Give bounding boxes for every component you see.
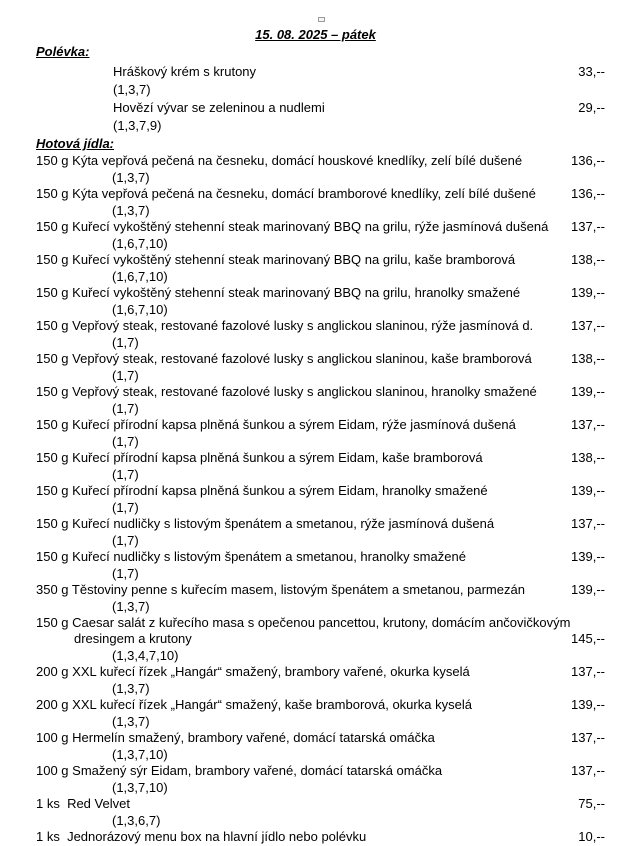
dish-name: 350 g Těstoviny penne s kuřecím masem, listovým špenátem a smetanou, parmezán <box>36 582 525 597</box>
dish-name: 150 g Kuřecí nudličky s listovým špenátem a smetanou, rýže jasmínová dušená <box>36 516 495 531</box>
dish-allergens: (1,7) <box>112 434 139 449</box>
dish-allergens: (1,3,7) <box>112 714 150 729</box>
dish-allergens: (1,3,6,7) <box>112 813 161 828</box>
dish-price: 136,-- <box>571 186 605 201</box>
dish-name: 150 g Kuřecí vykoštěný stehenní steak marinovaný BBQ na grilu, hranolky smažené <box>36 285 521 300</box>
dish-allergens: (1,3,7,10) <box>112 780 168 795</box>
dish-price: 139,-- <box>571 483 605 498</box>
dish-name: 100 g Hermelín smažený, brambory vařené, domácí tatarská omáčka <box>36 730 435 745</box>
dish-allergens: (1,3,7) <box>112 170 150 185</box>
dish-price: 136,-- <box>571 153 605 168</box>
dish-price: 137,-- <box>571 318 605 333</box>
dish-allergens: (1,3,7) <box>112 681 150 696</box>
dish-price: 139,-- <box>571 582 605 597</box>
dish-name: 150 g Kuřecí přírodní kapsa plněná šunkou a sýrem Eidam, hranolky smažené <box>36 483 488 498</box>
dish-name: 150 g Kuřecí nudličky s listovým špenátem a smetanou, hranolky smažené <box>36 549 466 564</box>
dish-allergens: (1,3,7) <box>112 203 150 218</box>
soup-name: Hovězí vývar se zeleninou a nudlemi <box>113 100 325 115</box>
dish-name: 150 g Vepřový steak, restované fazolové lusky s anglickou slaninou, kaše bramborová <box>36 351 532 366</box>
dish-name: 1 ks Red Velvet <box>36 796 130 811</box>
soup-price: 33,-- <box>578 64 605 79</box>
dish-price: 145,-- <box>571 631 605 646</box>
dish-allergens: (1,7) <box>112 368 139 383</box>
dish-price: 139,-- <box>571 384 605 399</box>
dish-price: 138,-- <box>571 351 605 366</box>
dish-name: 150 g Kuřecí přírodní kapsa plněná šunkou a sýrem Eidam, rýže jasmínová dušená <box>36 417 516 432</box>
dish-name: 150 g Vepřový steak, restované fazolové lusky s anglickou slaninou, rýže jasmínová d. <box>36 318 534 333</box>
dish-allergens: (1,7) <box>112 335 139 350</box>
soup-name: Hráškový krém s krutony <box>113 64 257 79</box>
dish-name: 1 ks Jednorázový menu box na hlavní jídlo nebo polévku <box>36 829 367 844</box>
dish-name: 150 g Kuřecí přírodní kapsa plněná šunkou a sýrem Eidam, kaše bramborová <box>36 450 483 465</box>
dish-name: 150 g Kýta vepřová pečená na česneku, domácí bramborové knedlíky, zelí bílé dušené <box>36 186 536 201</box>
dish-name: 150 g Kuřecí vykoštěný stehenní steak marinovaný BBQ na grilu, rýže jasmínová dušená <box>36 219 549 234</box>
dish-price: 137,-- <box>571 730 605 745</box>
soup-allergens: (1,3,7,9) <box>113 118 162 133</box>
dish-name: 200 g XXL kuřecí řízek „Hangár“ smažený, brambory vařené, okurka kyselá <box>36 664 470 679</box>
dish-allergens: (1,6,7,10) <box>112 302 168 317</box>
soup-allergens: (1,3,7) <box>113 82 151 97</box>
dish-price: 137,-- <box>571 417 605 432</box>
dish-price: 138,-- <box>571 450 605 465</box>
dish-allergens: (1,3,7) <box>112 599 150 614</box>
dish-allergens: (1,7) <box>112 401 139 416</box>
mains-heading: Hotová jídla: <box>36 136 115 151</box>
dish-name: 100 g Smažený sýr Eidam, brambory vařené, domácí tatarská omáčka <box>36 763 443 778</box>
page-marker <box>318 17 325 22</box>
dish-price: 75,-- <box>578 796 605 811</box>
dish-price: 137,-- <box>571 664 605 679</box>
dish-allergens: (1,7) <box>112 566 139 581</box>
dish-price: 137,-- <box>571 219 605 234</box>
menu-date: 15. 08. 2025 – pátek <box>255 27 376 42</box>
dish-name: 200 g XXL kuřecí řízek „Hangár“ smažený, kaše bramborová, okurka kyselá <box>36 697 472 712</box>
dish-allergens: (1,3,4,7,10) <box>112 648 179 663</box>
dish-allergens: (1,7) <box>112 500 139 515</box>
dish-name: 150 g Kuřecí vykoštěný stehenní steak marinovaný BBQ na grilu, kaše bramborová <box>36 252 516 267</box>
dish-price: 137,-- <box>571 516 605 531</box>
dish-price: 137,-- <box>571 763 605 778</box>
dish-name: 150 g Vepřový steak, restované fazolové lusky s anglickou slaninou, hranolky smažené <box>36 384 537 399</box>
dish-price: 139,-- <box>571 697 605 712</box>
dish-name: 150 g Kýta vepřová pečená na česneku, domácí houskové knedlíky, zelí bílé dušené <box>36 153 523 168</box>
dish-price: 10,-- <box>578 829 605 844</box>
dish-price: 139,-- <box>571 549 605 564</box>
dish-name-continuation: dresingem a krutony <box>74 631 192 646</box>
dish-allergens: (1,3,7,10) <box>112 747 168 762</box>
dish-price: 138,-- <box>571 252 605 267</box>
dish-allergens: (1,6,7,10) <box>112 269 168 284</box>
dish-allergens: (1,6,7,10) <box>112 236 168 251</box>
soup-price: 29,-- <box>578 100 605 115</box>
soup-heading: Polévka: <box>36 44 90 59</box>
dish-name: 150 g Caesar salát z kuřecího masa s opečenou pancettou, krutony, domácím ančovičkovým <box>36 615 571 630</box>
dish-allergens: (1,7) <box>112 533 139 548</box>
dish-price: 139,-- <box>571 285 605 300</box>
dish-allergens: (1,7) <box>112 467 139 482</box>
